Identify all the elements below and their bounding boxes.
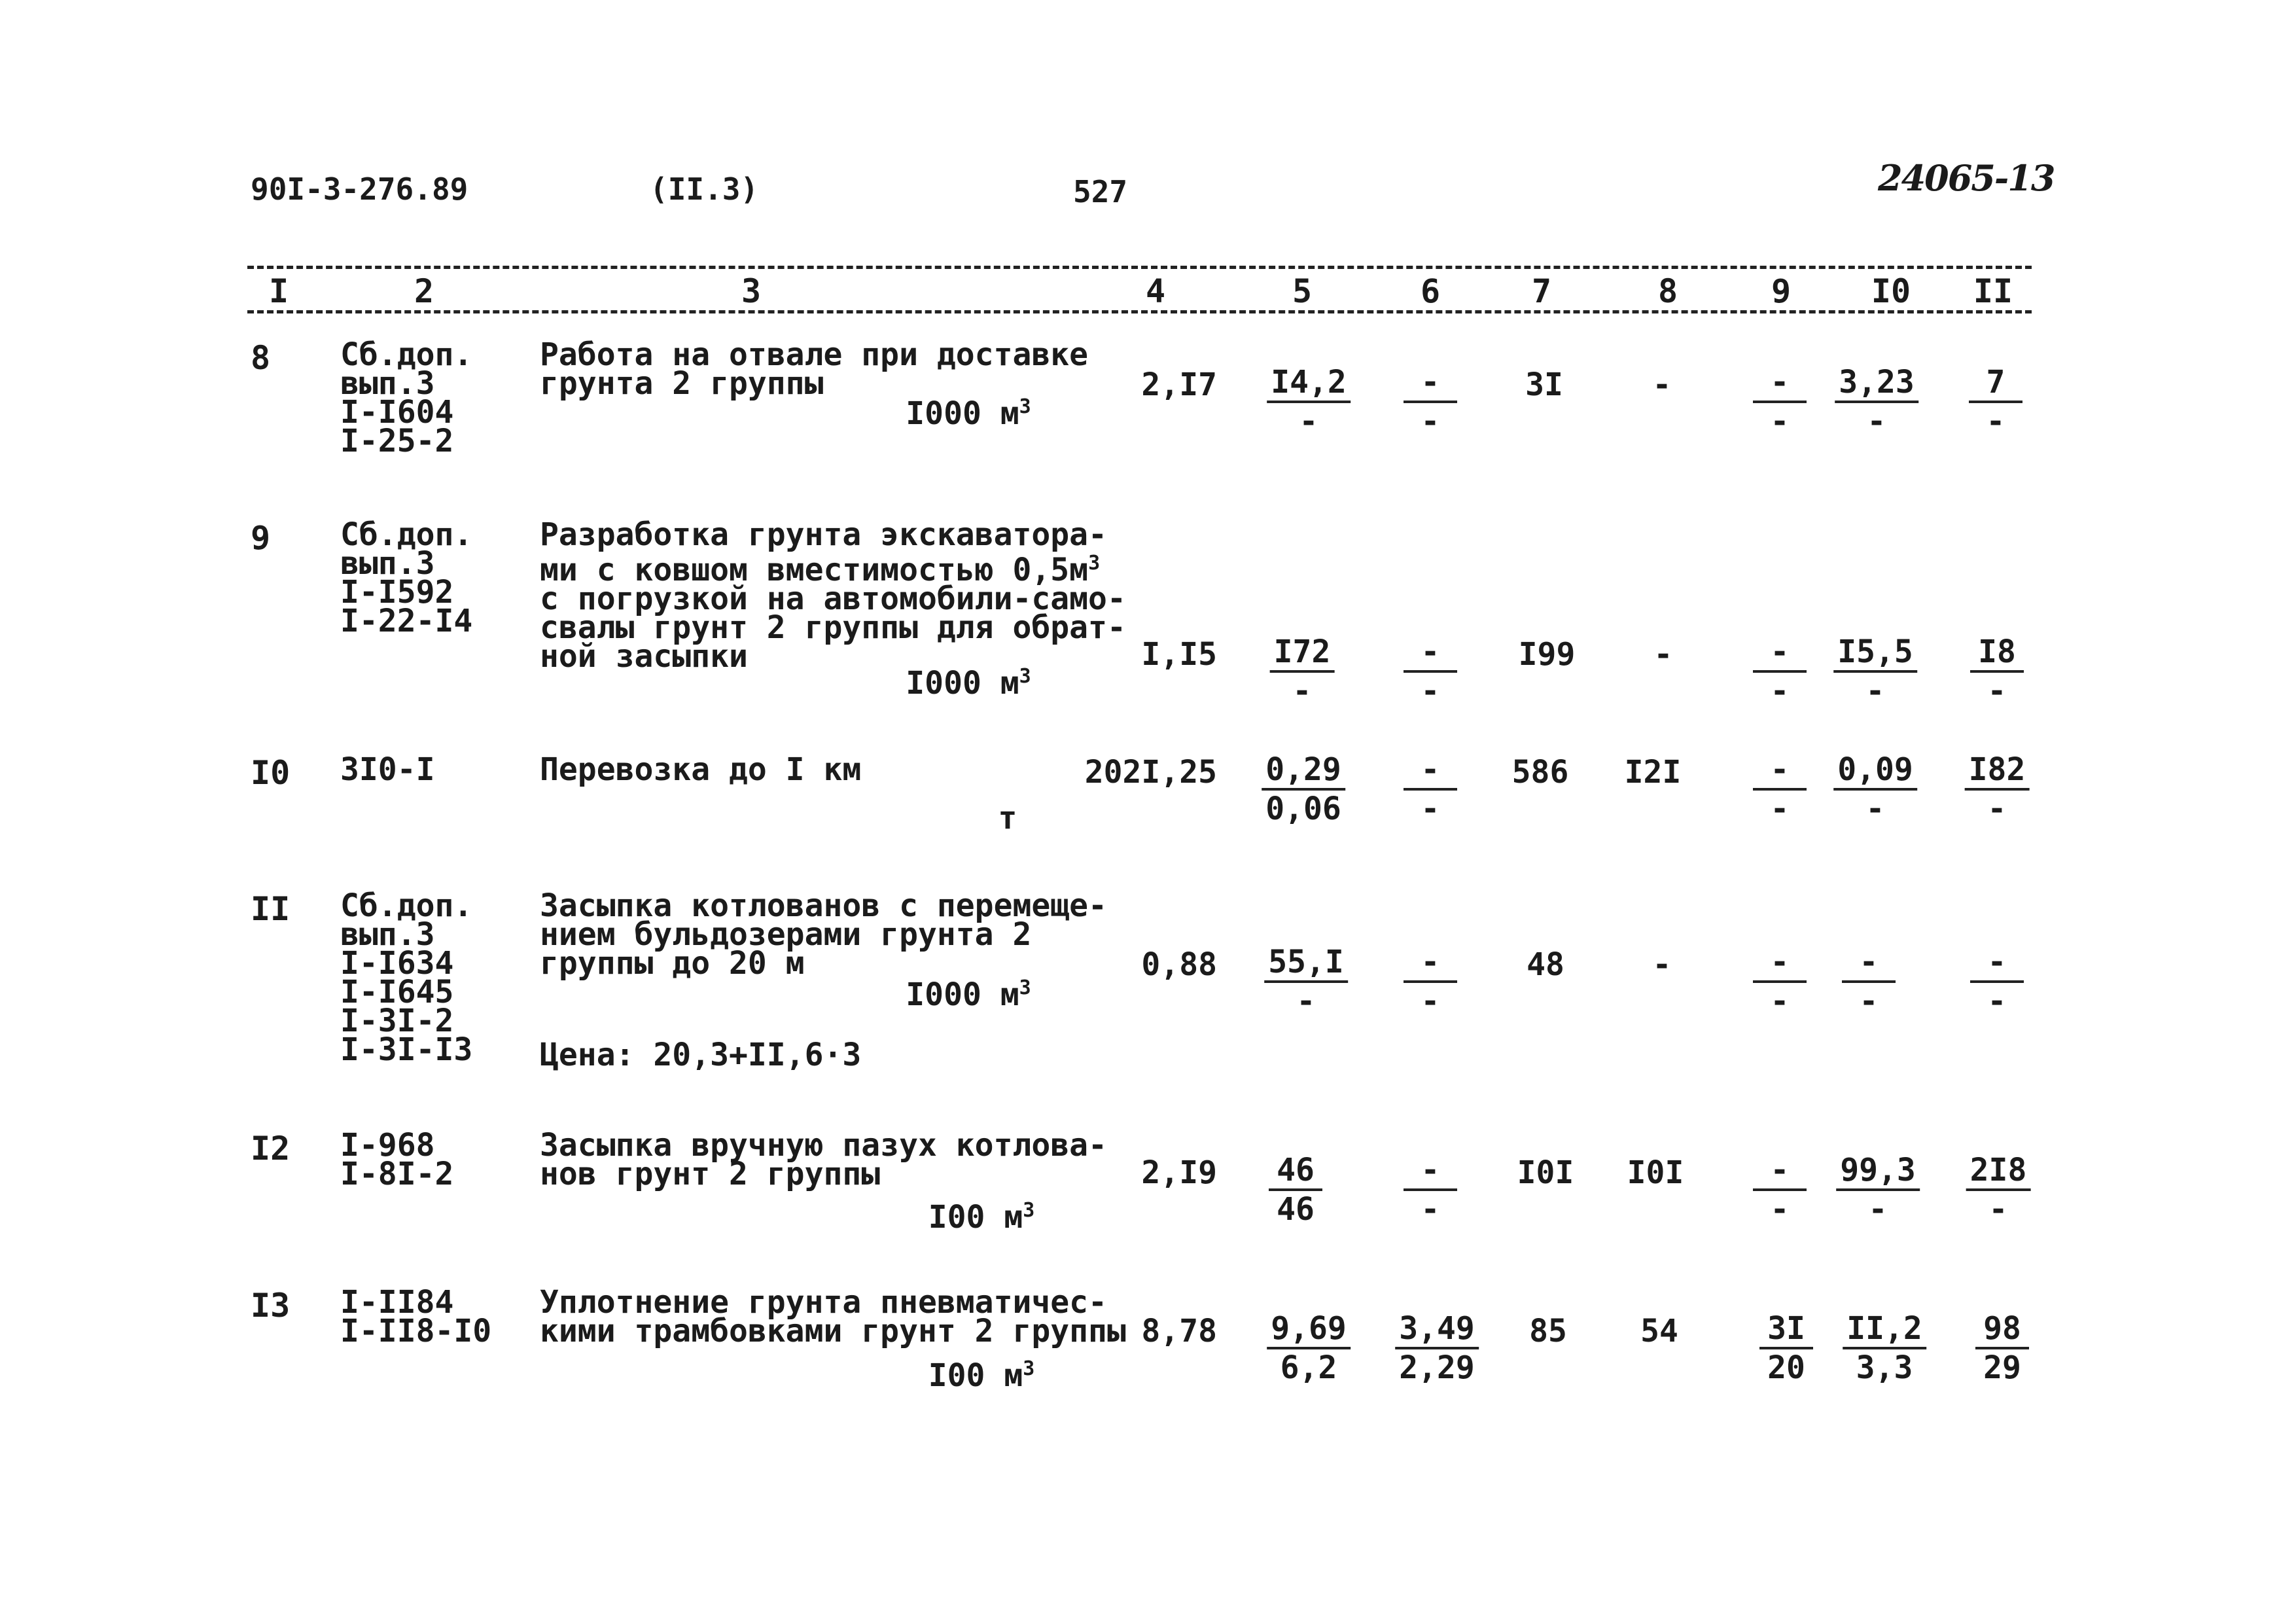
numerator: - [1404,751,1457,791]
work-description [540,887,1107,982]
column-number: 5 [1292,272,1313,310]
denominator: 2,29 [1399,1349,1475,1386]
denominator: 3,3 [1856,1349,1913,1386]
denominator: 6,2 [1280,1349,1337,1386]
column-number: 4 [1145,272,1166,310]
denominator: - [1868,1191,1888,1228]
numerator: 9,69 [1267,1310,1351,1349]
col8-value: - [1652,366,1672,403]
denominator: - [1421,791,1440,827]
unit-of-measure [998,800,1017,836]
norm-codes [340,887,473,1068]
col10-fraction [1833,633,1917,709]
description-line: Уплотнение грунта пневматичес- [540,1284,1107,1321]
quantity-value: 0,88 [1141,946,1217,983]
column-number: I [268,272,289,310]
col11-fraction [1975,1310,2029,1386]
description-line: Перевозка до I км [540,751,862,788]
col7-value: 3I [1525,366,1563,403]
unit-text: I00 м [928,1357,1023,1394]
col8-value: I2I [1624,754,1682,791]
row-position: I3 [251,1287,291,1325]
denominator: - [1421,983,1440,1020]
work-description [540,336,1089,402]
row-position: I2 [251,1130,291,1168]
norm-code: I-II84 [340,1284,454,1321]
column-number: 6 [1420,272,1441,310]
denominator: 46 [1277,1191,1315,1228]
col9-fraction [1753,633,1807,709]
description-line: грунта 2 группы [540,365,824,402]
numerator: 0,09 [1833,751,1917,791]
norm-codes [340,516,473,639]
col9-fraction [1759,1310,1813,1386]
unit-text: I00 м [928,1199,1023,1236]
row-position: I0 [251,754,291,792]
numerator: - [1404,944,1457,983]
col5-fraction [1267,1310,1351,1386]
denominator: - [1421,403,1440,440]
col6-fraction [1404,751,1457,827]
work-description [540,1127,1107,1192]
table-top-rule [247,266,2032,269]
column-number: 7 [1531,272,1552,310]
unit-of-measure [928,1199,1035,1236]
price-note: Цена: 20,3+II,6·3 [540,1037,862,1073]
col6-fraction [1404,944,1457,1020]
numerator: II,2 [1843,1310,1926,1349]
work-description [540,751,862,788]
numerator: - [1842,944,1896,983]
col8-value: I0I [1627,1154,1684,1191]
unit-of-measure [906,976,1031,1013]
denominator: - [1867,403,1886,440]
unit-of-measure [906,395,1031,432]
row-position: 8 [251,339,271,377]
col11-fraction [1965,751,2030,827]
denominator: - [1988,1191,2008,1228]
norm-code: I-968 [340,1127,435,1164]
norm-codes [340,751,435,788]
col7-value: 586 [1511,754,1569,791]
unit-of-measure [906,665,1031,702]
col7-value: I99 [1518,636,1576,673]
col11-fraction [1966,1152,2031,1228]
denominator: 0,06 [1265,791,1341,827]
norm-code: I-25-2 [340,423,454,459]
denominator: 29 [1983,1349,2021,1386]
row-position: II [251,890,291,928]
col8-value: 54 [1640,1313,1678,1349]
norm-code: I-3I-2 [340,1003,454,1039]
col6-fraction [1404,1152,1457,1228]
work-description [540,516,1126,675]
norm-code: I-8I-2 [340,1156,454,1192]
norm-code: I-II8-I0 [340,1313,492,1349]
denominator: - [1987,791,2007,827]
unit-superscript: 3 [1023,1357,1035,1380]
column-number: 3 [741,272,762,310]
norm-codes [340,336,473,459]
col10-fraction [1843,1310,1926,1386]
norm-code: вып.3 [340,545,435,582]
quantity-value: 2,I7 [1141,366,1217,403]
unit-superscript: 3 [1019,395,1031,418]
quantity-value: 8,78 [1141,1313,1217,1349]
denominator: - [1299,403,1318,440]
description-line: ной засыпки [540,638,748,675]
description-line: Разработка грунта экскаватора- [540,516,1107,553]
numerator: I4,2 [1267,364,1351,403]
numerator: 3,23 [1835,364,1918,403]
unit-text: т [998,800,1017,836]
row-position: 9 [251,519,271,557]
col5-fraction [1262,751,1345,827]
table-header-rule [247,310,2032,313]
section-number: (II.3) [650,171,759,207]
column-number: I0 [1871,272,1911,310]
description-line: нов грунт 2 группы [540,1156,881,1192]
denominator: - [1296,983,1316,1020]
col5-fraction [1264,944,1348,1020]
description-line: нием бульдозерами грунта 2 [540,916,1032,953]
numerator: 3I [1759,1310,1813,1349]
numerator: - [1404,364,1457,403]
norm-codes [340,1284,492,1349]
col7-value: I0I [1517,1154,1574,1191]
denominator: - [1859,983,1879,1020]
col10-fraction [1842,944,1896,1020]
col10-fraction [1836,1152,1920,1228]
numerator: 99,3 [1836,1152,1920,1191]
description-line: Засыпка вручную пазух котлова- [540,1127,1107,1164]
norm-code: I-I604 [340,394,454,431]
quantity-value: 202I,25 [1084,754,1217,791]
numerator: 2I8 [1966,1152,2031,1191]
col8-value: - [1653,636,1673,673]
col9-fraction [1753,1152,1807,1228]
denominator: - [1421,1191,1440,1228]
numerator: - [1753,633,1807,673]
col9-fraction [1753,751,1807,827]
norm-code: Сб.доп. [340,887,473,924]
numerator: - [1753,364,1807,403]
unit-text: I000 м [906,976,1019,1013]
numerator: I82 [1965,751,2030,791]
col11-fraction [1969,364,2022,440]
description-line: с погрузкой на автомобили-само- [540,580,1126,617]
col11-fraction [1970,633,2024,709]
denominator: - [1865,791,1885,827]
norm-code: I-I645 [340,974,454,1010]
column-number: 9 [1771,272,1792,310]
description-line: свалы грунт 2 группы для обрат- [540,609,1126,646]
norm-code: I-3I-I3 [340,1031,473,1068]
norm-code: вып.3 [340,365,435,402]
col11-fraction [1970,944,2024,1020]
description-line: Засыпка котлованов с перемеще- [540,887,1107,924]
col7-value: 48 [1527,946,1564,983]
inventory-number: 24065-13 [1878,157,2055,199]
norm-codes [340,1127,454,1192]
denominator: - [1770,673,1790,709]
unit-text: I000 м [906,665,1019,702]
numerator: 55,I [1264,944,1348,983]
denominator: - [1770,791,1790,827]
denominator: - [1987,673,2007,709]
quantity-value: 2,I9 [1141,1154,1217,1191]
column-number: 8 [1657,272,1678,310]
col6-fraction [1395,1310,1479,1386]
document-code: 90I-3-276.89 [251,171,468,207]
denominator: - [1865,673,1885,709]
col6-fraction [1404,633,1457,709]
denominator: - [1292,673,1312,709]
norm-code: Сб.доп. [340,336,473,373]
numerator: - [1404,633,1457,673]
col10-fraction [1835,364,1918,440]
description-line: Работа на отвале при доставке [540,336,1089,373]
col10-fraction [1833,751,1917,827]
work-description [540,1284,1126,1349]
col9-fraction [1753,944,1807,1020]
denominator: - [1421,673,1440,709]
col6-fraction [1404,364,1457,440]
description-line-with-superscript [540,549,1126,588]
denominator: - [1987,983,2007,1020]
description-line: группы до 20 м [540,945,805,982]
denominator: - [1770,403,1790,440]
numerator: - [1753,944,1807,983]
norm-code: вып.3 [340,916,435,953]
numerator: - [1753,751,1807,791]
col5-fraction [1269,1152,1322,1228]
numerator: I72 [1270,633,1335,673]
column-number: 2 [414,272,434,310]
col7-value: 85 [1529,1313,1567,1349]
norm-code: I-22-I4 [340,603,473,639]
numerator: 0,29 [1262,751,1345,791]
col9-fraction [1753,364,1807,440]
norm-code: Сб.доп. [340,516,473,553]
numerator: I5,5 [1833,633,1917,673]
col5-fraction [1267,364,1351,440]
numerator: - [1404,1152,1457,1191]
denominator: 20 [1767,1349,1805,1386]
norm-code: I-I592 [340,574,454,611]
unit-text: I000 м [906,395,1019,432]
quantity-value: I,I5 [1141,636,1217,673]
description-superscript: 3 [1088,552,1101,575]
numerator: 46 [1269,1152,1322,1191]
description-line: кими трамбовками грунт 2 группы [540,1313,1126,1349]
column-number: II [1973,272,2013,310]
unit-superscript: 3 [1019,665,1031,688]
norm-code: I-I634 [340,945,454,982]
denominator: - [1770,1191,1790,1228]
numerator: 98 [1975,1310,2029,1349]
unit-of-measure [928,1357,1035,1394]
numerator: - [1753,1152,1807,1191]
norm-code: 3I0-I [340,751,435,788]
denominator: - [1986,403,2005,440]
unit-superscript: 3 [1023,1199,1035,1222]
unit-superscript: 3 [1019,976,1031,999]
numerator: - [1970,944,2024,983]
col8-value: - [1652,946,1672,983]
numerator: I8 [1970,633,2024,673]
numerator: 7 [1969,364,2022,403]
col5-fraction [1270,633,1335,709]
numerator: 3,49 [1395,1310,1479,1349]
denominator: - [1770,983,1790,1020]
page-number: 527 [1073,174,1128,209]
description-line: ми с ковшом вместимостью 0,5м [540,552,1089,588]
